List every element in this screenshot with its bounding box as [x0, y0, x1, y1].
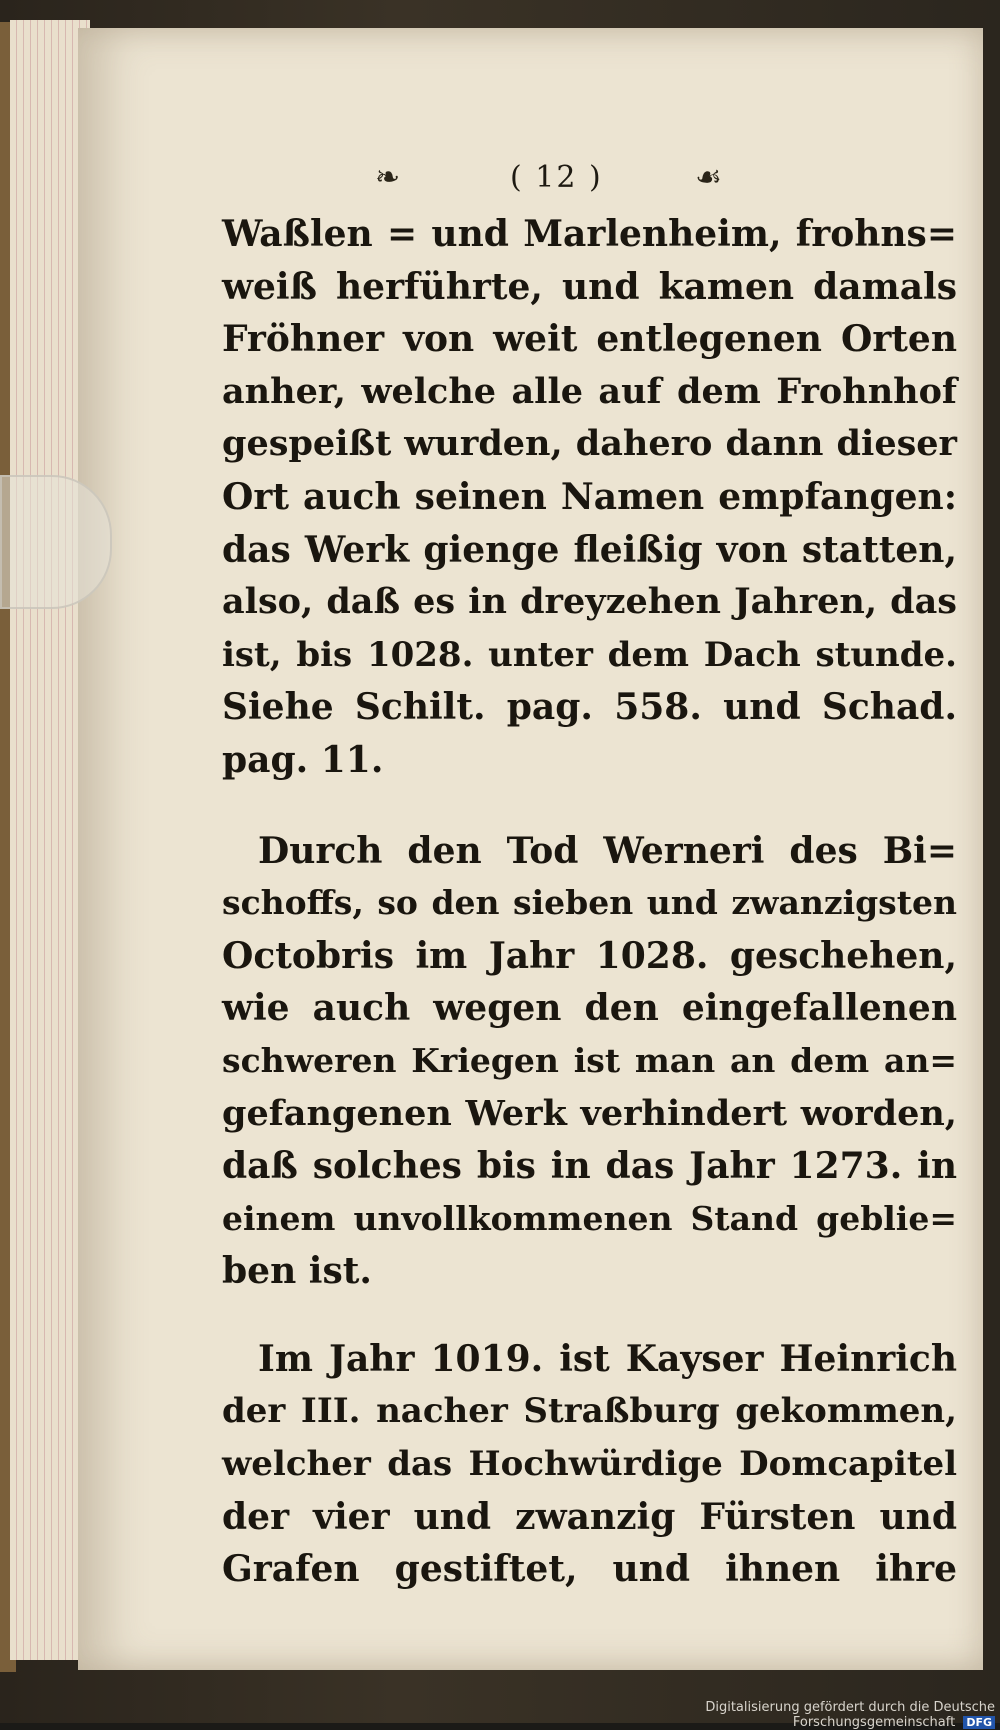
text-line: Fröhner von weit entlegenen Orten	[222, 318, 957, 361]
text-line: das Werk gienge fleißig von statten,	[222, 528, 957, 571]
text-line: Waßlen = und Marlenheim, frohns=	[222, 213, 957, 255]
digitization-footer	[600, 1700, 995, 1730]
text-line: schoffs, so den sieben und zwanzigsten	[222, 883, 957, 923]
text-line: also, daß es in dreyzehen Jahren, das	[222, 581, 957, 623]
ornament-right-icon: ☙	[695, 160, 722, 195]
page-clip	[0, 475, 112, 609]
text-line: weiß herführte, und kamen damals	[222, 265, 957, 308]
body-text	[222, 208, 957, 1631]
page-header	[0, 150, 1000, 210]
text-line: Im Jahr 1019. ist Kayser Heinrich	[258, 1337, 957, 1380]
text-line: wie auch wegen den eingefallenen	[222, 987, 957, 1030]
paragraph-3	[222, 1333, 957, 1596]
text-line: der III. nacher Straßburg gekommen,	[222, 1391, 957, 1432]
page-number: ( 12 )	[510, 160, 603, 195]
text-line: Siehe Schilt. pag. 558. und Schad.	[222, 686, 957, 729]
text-line: ben ist.	[222, 1250, 372, 1293]
text-line: Ort auch seinen Namen empfangen:	[222, 475, 957, 518]
paragraph-1	[222, 208, 957, 787]
text-line: anher, welche alle auf dem Frohnhof	[222, 370, 957, 412]
text-line: einem unvollkommenen Stand geblie=	[222, 1198, 957, 1238]
text-line: daß solches bis in das Jahr 1273. in	[222, 1145, 957, 1188]
text-line: pag. 11.	[222, 738, 384, 781]
text-line: gespeißt wurden, dahero dann dieser	[222, 423, 957, 465]
text-line: welcher das Hochwürdige Domcapitel	[222, 1444, 957, 1485]
text-line: Durch den Tod Werneri des Bi=	[258, 829, 957, 872]
text-line: ist, bis 1028. unter dem Dach stunde.	[222, 634, 957, 675]
ornament-left-icon: ❧	[375, 160, 401, 195]
text-line: Grafen gestiftet, und ihnen ihre	[222, 1548, 957, 1591]
text-line: Octobris im Jahr 1028. geschehen,	[222, 934, 957, 977]
text-line: der vier und zwanzig Fürsten und	[222, 1495, 957, 1538]
text-line: gefangenen Werk verhindert worden,	[222, 1092, 957, 1134]
dfg-logo: DFG	[963, 1716, 995, 1729]
paragraph-2	[222, 825, 957, 1298]
footer-credit: Digitalisierung gefördert durch die Deutsche Forschungsgemeinschaft	[705, 1700, 995, 1730]
text-line: schweren Kriegen ist man an dem an=	[222, 1040, 957, 1080]
